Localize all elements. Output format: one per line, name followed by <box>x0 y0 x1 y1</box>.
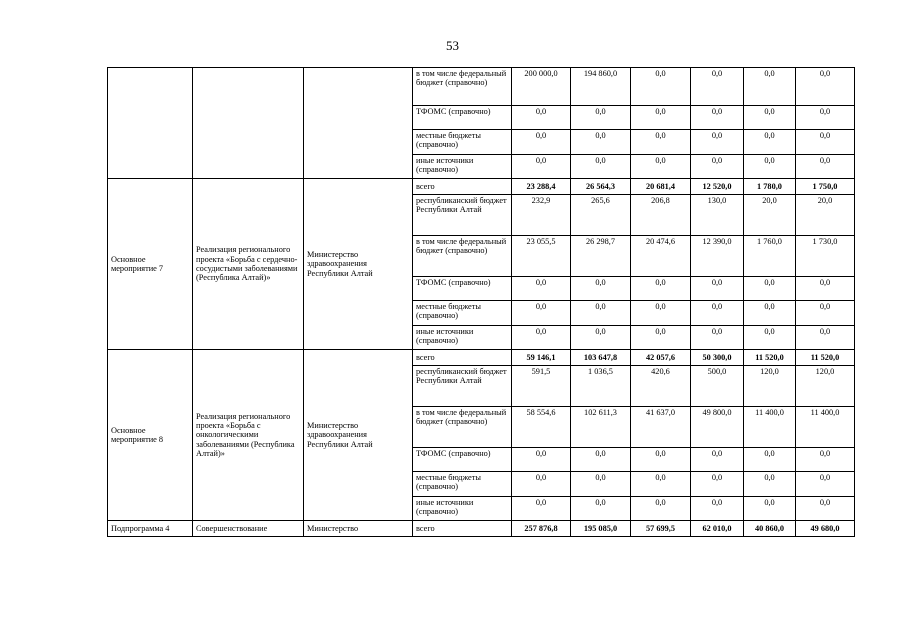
amount-year-1: 0,0 <box>512 301 571 326</box>
amount-year-6: 120,0 <box>796 366 855 407</box>
amount-year-3: 0,0 <box>631 301 691 326</box>
amount-year-6: 1 750,0 <box>796 179 855 195</box>
amount-year-5: 20,0 <box>744 195 796 236</box>
table-row-total <box>108 350 855 366</box>
amount-year-6: 11 400,0 <box>796 407 855 448</box>
funding-source: республиканский бюджет Республики Алтай <box>413 195 512 236</box>
amount-year-2: 195 085,0 <box>571 521 631 537</box>
amount-year-5: 11 400,0 <box>744 407 796 448</box>
amount-year-4: 0,0 <box>691 155 744 179</box>
amount-year-2: 0,0 <box>571 448 631 472</box>
program-executor: Министерство здравоохранения Республики Алтай <box>304 350 413 521</box>
amount-year-1: 0,0 <box>512 130 571 155</box>
funding-source: местные бюджеты (справочно) <box>413 130 512 155</box>
amount-year-1: 23 055,5 <box>512 236 571 277</box>
amount-year-2: 265,6 <box>571 195 631 236</box>
amount-year-6: 11 520,0 <box>796 350 855 366</box>
amount-year-5: 0,0 <box>744 448 796 472</box>
amount-year-3: 41 637,0 <box>631 407 691 448</box>
funding-source: республиканский бюджет Республики Алтай <box>413 366 512 407</box>
amount-year-6: 0,0 <box>796 497 855 521</box>
amount-year-6: 49 680,0 <box>796 521 855 537</box>
program-name: Основное мероприятие 7 <box>108 179 193 350</box>
funding-source: местные бюджеты (справочно) <box>413 301 512 326</box>
amount-year-2: 26 564,3 <box>571 179 631 195</box>
amount-year-3: 42 057,6 <box>631 350 691 366</box>
amount-year-4: 0,0 <box>691 472 744 497</box>
amount-year-1: 257 876,8 <box>512 521 571 537</box>
funding-source: в том числе федеральный бюджет (справочно) <box>413 407 512 448</box>
amount-year-3: 0,0 <box>631 472 691 497</box>
program-executor: Министерство <box>304 521 413 537</box>
funding-source: ТФОМС (справочно) <box>413 448 512 472</box>
amount-year-1: 0,0 <box>512 472 571 497</box>
amount-year-5: 1 760,0 <box>744 236 796 277</box>
amount-year-1: 0,0 <box>512 497 571 521</box>
amount-year-3: 0,0 <box>631 448 691 472</box>
amount-year-5: 0,0 <box>744 472 796 497</box>
funding-source: местные бюджеты (справочно) <box>413 472 512 497</box>
amount-year-2: 1 036,5 <box>571 366 631 407</box>
program-name: Подпрограмма 4 <box>108 521 193 537</box>
funding-source: в том числе федеральный бюджет (справочно) <box>413 68 512 106</box>
amount-year-1: 58 554,6 <box>512 407 571 448</box>
budget-table <box>107 67 855 537</box>
amount-year-2: 0,0 <box>571 130 631 155</box>
table-row-total <box>108 179 855 195</box>
amount-year-4: 62 010,0 <box>691 521 744 537</box>
amount-year-6: 0,0 <box>796 68 855 106</box>
description-cell-continued <box>193 68 304 179</box>
amount-year-2: 0,0 <box>571 155 631 179</box>
funding-source: в том числе федеральный бюджет (справочно) <box>413 236 512 277</box>
amount-year-3: 0,0 <box>631 155 691 179</box>
program-description: Реализация регионального проекта «Борьба с онкологическими заболеваниями (Республика Алтай)» <box>193 350 304 521</box>
amount-year-3: 0,0 <box>631 68 691 106</box>
table-row <box>108 68 855 106</box>
amount-year-3: 0,0 <box>631 277 691 301</box>
amount-year-6: 0,0 <box>796 130 855 155</box>
amount-year-5: 120,0 <box>744 366 796 407</box>
amount-year-2: 0,0 <box>571 326 631 350</box>
amount-year-2: 103 647,8 <box>571 350 631 366</box>
amount-year-3: 206,8 <box>631 195 691 236</box>
funding-source: иные источники (справочно) <box>413 326 512 350</box>
funding-source: всего <box>413 521 512 537</box>
amount-year-5: 11 520,0 <box>744 350 796 366</box>
amount-year-4: 0,0 <box>691 277 744 301</box>
amount-year-2: 26 298,7 <box>571 236 631 277</box>
amount-year-1: 0,0 <box>512 155 571 179</box>
funding-source: ТФОМС (справочно) <box>413 277 512 301</box>
funding-source: иные источники (справочно) <box>413 497 512 521</box>
amount-year-6: 0,0 <box>796 472 855 497</box>
amount-year-3: 20 474,6 <box>631 236 691 277</box>
amount-year-5: 40 860,0 <box>744 521 796 537</box>
amount-year-3: 0,0 <box>631 326 691 350</box>
amount-year-4: 50 300,0 <box>691 350 744 366</box>
amount-year-1: 59 146,1 <box>512 350 571 366</box>
amount-year-5: 0,0 <box>744 497 796 521</box>
program-executor: Министерство здравоохранения Республики Алтай <box>304 179 413 350</box>
amount-year-4: 12 520,0 <box>691 179 744 195</box>
table-body <box>108 68 855 537</box>
amount-year-4: 500,0 <box>691 366 744 407</box>
table-row-total <box>108 521 855 537</box>
amount-year-6: 0,0 <box>796 155 855 179</box>
amount-year-3: 0,0 <box>631 497 691 521</box>
amount-year-6: 0,0 <box>796 326 855 350</box>
amount-year-2: 0,0 <box>571 106 631 130</box>
amount-year-4: 0,0 <box>691 301 744 326</box>
amount-year-6: 1 730,0 <box>796 236 855 277</box>
program-name: Основное мероприятие 8 <box>108 350 193 521</box>
amount-year-4: 130,0 <box>691 195 744 236</box>
amount-year-6: 0,0 <box>796 277 855 301</box>
amount-year-1: 23 288,4 <box>512 179 571 195</box>
amount-year-2: 0,0 <box>571 497 631 521</box>
amount-year-4: 0,0 <box>691 448 744 472</box>
amount-year-6: 0,0 <box>796 106 855 130</box>
program-description: Совершенствование <box>193 521 304 537</box>
amount-year-1: 200 000,0 <box>512 68 571 106</box>
name-cell-continued <box>108 68 193 179</box>
amount-year-1: 591,5 <box>512 366 571 407</box>
amount-year-4: 0,0 <box>691 130 744 155</box>
amount-year-3: 20 681,4 <box>631 179 691 195</box>
amount-year-1: 0,0 <box>512 106 571 130</box>
amount-year-3: 420,6 <box>631 366 691 407</box>
amount-year-2: 194 860,0 <box>571 68 631 106</box>
amount-year-6: 0,0 <box>796 301 855 326</box>
amount-year-1: 0,0 <box>512 326 571 350</box>
amount-year-5: 0,0 <box>744 155 796 179</box>
amount-year-5: 0,0 <box>744 106 796 130</box>
amount-year-5: 0,0 <box>744 301 796 326</box>
amount-year-2: 0,0 <box>571 277 631 301</box>
amount-year-3: 0,0 <box>631 106 691 130</box>
amount-year-5: 0,0 <box>744 130 796 155</box>
funding-source: иные источники (справочно) <box>413 155 512 179</box>
page-number: 53 <box>446 38 459 53</box>
amount-year-4: 0,0 <box>691 106 744 130</box>
amount-year-5: 0,0 <box>744 277 796 301</box>
amount-year-4: 0,0 <box>691 326 744 350</box>
executor-cell-continued <box>304 68 413 179</box>
amount-year-2: 102 611,3 <box>571 407 631 448</box>
amount-year-6: 0,0 <box>796 448 855 472</box>
funding-source: ТФОМС (справочно) <box>413 106 512 130</box>
amount-year-4: 12 390,0 <box>691 236 744 277</box>
amount-year-2: 0,0 <box>571 301 631 326</box>
amount-year-4: 49 800,0 <box>691 407 744 448</box>
amount-year-5: 1 780,0 <box>744 179 796 195</box>
amount-year-1: 0,0 <box>512 448 571 472</box>
amount-year-5: 0,0 <box>744 68 796 106</box>
amount-year-5: 0,0 <box>744 326 796 350</box>
amount-year-6: 20,0 <box>796 195 855 236</box>
funding-source: всего <box>413 350 512 366</box>
amount-year-1: 0,0 <box>512 277 571 301</box>
program-description: Реализация регионального проекта «Борьба с сердечно-сосудистыми заболеваниями (Республика Алтай)» <box>193 179 304 350</box>
amount-year-1: 232,9 <box>512 195 571 236</box>
amount-year-2: 0,0 <box>571 472 631 497</box>
amount-year-4: 0,0 <box>691 68 744 106</box>
amount-year-3: 57 699,5 <box>631 521 691 537</box>
funding-source: всего <box>413 179 512 195</box>
amount-year-3: 0,0 <box>631 130 691 155</box>
amount-year-4: 0,0 <box>691 497 744 521</box>
